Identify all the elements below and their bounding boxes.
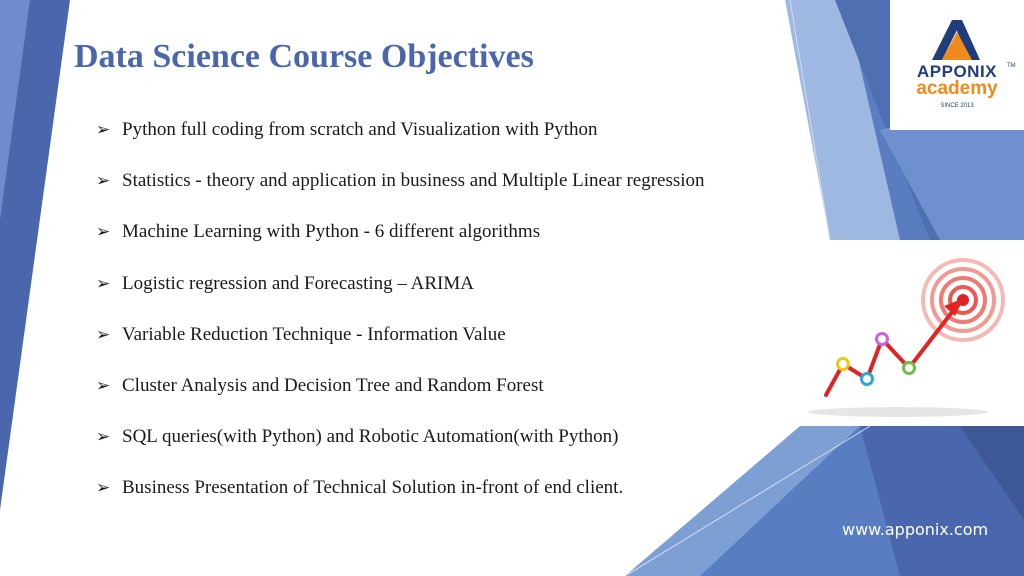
website-url: www.apponix.com bbox=[842, 520, 989, 539]
growth-graphic bbox=[798, 240, 1024, 426]
objective-text: Machine Learning with Python - 6 different algorithms bbox=[122, 221, 541, 243]
arrow-bullet-icon: ➢ bbox=[96, 427, 111, 447]
objective-item bbox=[96, 218, 705, 269]
objective-text: Cluster Analysis and Decision Tree and Random Forest bbox=[122, 374, 544, 396]
objective-item bbox=[96, 321, 705, 372]
objective-item bbox=[96, 167, 705, 218]
logo-trademark: TM bbox=[1007, 63, 1016, 69]
arrow-bullet-icon: ➢ bbox=[96, 375, 111, 395]
logo-since: SINCE 2013 bbox=[940, 103, 974, 109]
logo-name: APPONIX bbox=[916, 62, 998, 81]
apponix-logo bbox=[890, 0, 1024, 130]
objective-item bbox=[96, 372, 705, 423]
objective-item bbox=[96, 423, 705, 474]
objective-item bbox=[96, 116, 705, 167]
objectives-list bbox=[96, 116, 705, 526]
objective-text: Statistics - theory and application in business and Multiple Linear regression bbox=[122, 170, 705, 192]
objective-item bbox=[96, 474, 705, 525]
logo-subtitle: academy bbox=[916, 78, 998, 99]
arrow-bullet-icon: ➢ bbox=[96, 171, 111, 191]
growth-chart-target-icon bbox=[798, 240, 1024, 426]
objective-item bbox=[96, 270, 705, 321]
arrow-bullet-icon: ➢ bbox=[96, 222, 111, 242]
objective-text: Business Presentation of Technical Solution in-front of end client. bbox=[122, 477, 624, 499]
objective-text: Logistic regression and Forecasting – ARIMA bbox=[122, 272, 474, 294]
apponix-a-logo-icon bbox=[928, 18, 986, 62]
objective-text: SQL queries(with Python) and Robotic Automation(with Python) bbox=[122, 426, 619, 448]
objective-text: Python full coding from scratch and Visualization with Python bbox=[122, 119, 598, 140]
arrow-bullet-icon: ➢ bbox=[96, 120, 111, 139]
objective-text: Variable Reduction Technique - Information Value bbox=[122, 323, 506, 345]
arrow-bullet-icon: ➢ bbox=[96, 478, 111, 498]
slide-title: Data Science Course Objectives bbox=[74, 38, 534, 75]
arrow-bullet-icon: ➢ bbox=[96, 273, 111, 293]
arrow-bullet-icon: ➢ bbox=[96, 324, 111, 344]
